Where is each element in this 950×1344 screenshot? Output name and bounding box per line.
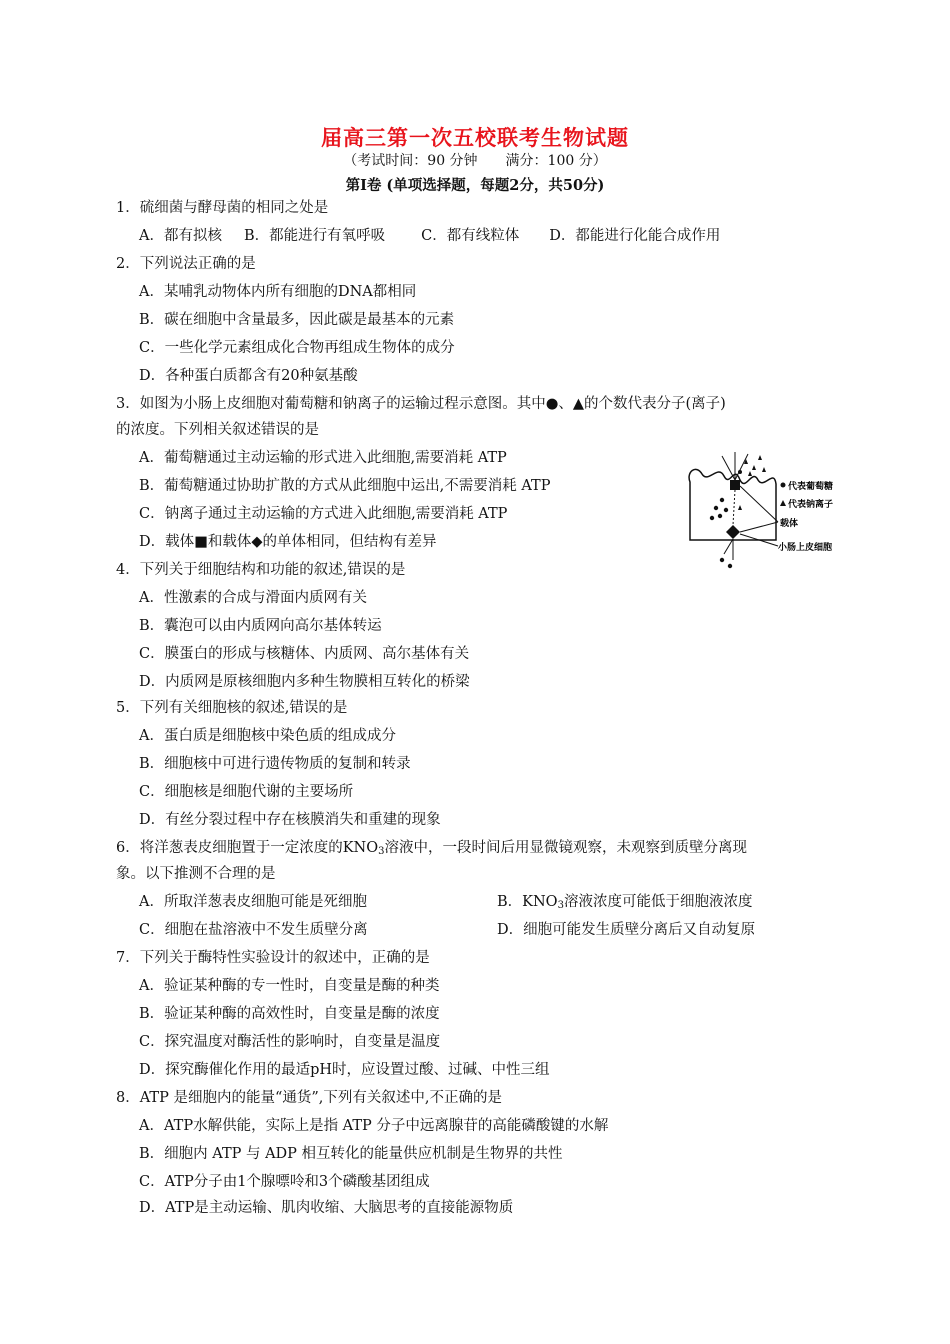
question-2-stem: 2．下列说法正确的是	[116, 256, 256, 272]
q6-stem-a: 6．将洋葱表皮细胞置于一定浓度的KNO	[116, 840, 379, 856]
sodium-triangle	[748, 471, 752, 476]
section-heading: 第Ⅰ卷 (单项选择题，每题2分，共50分)	[345, 177, 605, 194]
q2-option-d: D．各种蛋白质都含有20种氨基酸	[139, 368, 358, 384]
q5-option-a: A．蛋白质是细胞核中染色质的组成成分	[139, 728, 396, 744]
question-4-stem: 4．下列关于细胞结构和功能的叙述,错误的是	[116, 562, 406, 578]
q8-option-c: C．ATP分子由1个腺嘌呤和3个磷酸基团组成	[139, 1174, 430, 1190]
q8-option-b: B．细胞内 ATP 与 ADP 相互转化的能量供应机制是生物界的共性	[139, 1146, 563, 1162]
cell-label: 小肠上皮细胞	[778, 543, 833, 553]
question-6-stem	[116, 838, 747, 862]
q6-option-b	[497, 892, 752, 916]
glucose-dot	[720, 558, 724, 562]
question-1-options	[139, 226, 720, 246]
q8-option-d: D．ATP是主动运输、肌肉收缩、大脑思考的直接能源物质	[139, 1200, 514, 1216]
q5-option-b: B．细胞核中可进行遗传物质的复制和转录	[139, 756, 411, 772]
q6-option-b-text: 溶液浓度可能低于细胞液浓度	[563, 894, 753, 910]
q2-option-c: C．一些化学元素组成化合物再组成生物体的成分	[139, 340, 455, 356]
question-1-stem: 1．硫细菌与酵母菌的相同之处是	[116, 200, 329, 216]
exam-time: （考试时间：90 分钟	[343, 153, 478, 169]
q6-option-c: C．细胞在盐溶液中不发生质壁分离	[139, 922, 368, 938]
question-8-stem: 8．ATP 是细胞内的能量“通货”,下列有关叙述中,不正确的是	[116, 1090, 502, 1106]
sodium-triangle	[758, 455, 762, 460]
glucose-dot	[720, 498, 724, 502]
glucose-dot	[728, 564, 732, 568]
glucose-dot	[738, 470, 742, 474]
carrier-label: 载体	[780, 519, 799, 529]
question-6-stem-cont: 象。以下推测不合理的是	[116, 866, 276, 882]
q3-option-c: C．钠离子通过主动运输的方式进入此细胞,需要消耗 ATP	[139, 506, 508, 522]
glucose-dot	[710, 516, 714, 520]
question-3-stem: 3．如图为小肠上皮细胞对葡萄糖和钠离子的运输过程示意图。其中●、▲的个数代表分子(离子)	[116, 396, 726, 412]
glucose-dot	[714, 506, 718, 510]
q2-option-b: B．碳在细胞中含量最多，因此碳是最基本的元素	[139, 312, 455, 328]
sodium-triangle	[738, 505, 742, 510]
carrier-square-icon	[730, 480, 740, 490]
question-5-stem: 5．下列有关细胞核的叙述,错误的是	[116, 700, 348, 716]
q1-option-a: A．都有拟核	[139, 228, 222, 244]
q4-option-d: D．内质网是原核细胞内多种生物膜相互转化的桥梁	[139, 674, 470, 690]
q7-option-d: D．探究酶催化作用的最适pH时，应设置过酸、过碱、中性三组	[139, 1062, 550, 1078]
q6-stem-b: 溶液中，一段时间后用显微镜观察，未观察到质壁分离现	[384, 840, 748, 856]
q5-option-c: C．细胞核是细胞代谢的主要场所	[139, 784, 354, 800]
q1-option-b: B．都能进行有氧呼吸	[243, 228, 386, 244]
q7-option-a: A．验证某种酶的专一性时，自变量是酶的种类	[139, 978, 440, 994]
full-score: 满分：100 分）	[505, 153, 607, 169]
q6-option-b-prefix: B．KNO	[497, 894, 558, 910]
sodium-triangle	[752, 465, 756, 470]
q7-option-b: B．验证某种酶的高效性时，自变量是酶的浓度	[139, 1006, 440, 1022]
q4-option-a: A．性激素的合成与滑面内质网有关	[139, 590, 367, 606]
q8-option-a: A．ATP水解供能，实际上是指 ATP 分子中远离腺苷的高能磷酸键的水解	[139, 1118, 609, 1134]
q6-option-b-subscript: 3	[557, 900, 564, 911]
q5-option-d: D．有丝分裂过程中存在核膜消失和重建的现象	[139, 812, 441, 828]
question-3-stem-cont: 的浓度。下列相关叙述错误的是	[116, 422, 319, 438]
q7-option-c: C．探究温度对酶活性的影响时，自变量是温度	[139, 1034, 441, 1050]
q4-option-c: C．膜蛋白的形成与核糖体、内质网、高尔基体有关	[139, 646, 470, 662]
intestinal-cell-diagram	[682, 442, 850, 574]
glucose-dot	[718, 514, 722, 518]
q3-option-b: B．葡萄糖通过协助扩散的方式从此细胞中运出,不需要消耗 ATP	[139, 478, 551, 494]
exam-title: 届高三第一次五校联考生物试题	[321, 126, 629, 150]
q3-option-d: D．载体■和载体◆的单体相同，但结构有差异	[139, 534, 437, 550]
legend-sodium-triangle	[780, 500, 786, 506]
q6-subscript: 3	[378, 846, 385, 857]
q2-option-a: A．某哺乳动物体内所有细胞的DNA都相同	[139, 284, 417, 300]
q3-option-a: A．葡萄糖通过主动运输的形式进入此细胞,需要消耗 ATP	[139, 450, 507, 466]
question-7-stem: 7．下列关于酶特性实验设计的叙述中，正确的是	[116, 950, 430, 966]
carrier-diamond-icon	[726, 525, 740, 539]
legend-glucose-dot	[781, 483, 786, 488]
q4-option-b: B．囊泡可以由内质网向高尔基体转运	[139, 618, 382, 634]
q6-option-a: A．所取洋葱表皮细胞可能是死细胞	[139, 894, 367, 910]
exam-info	[0, 150, 950, 170]
q6-option-d: D．细胞可能发生质壁分离后又自动复原	[497, 922, 756, 938]
glucose-dot	[724, 508, 728, 512]
q1-option-d: D．都能进行化能合成作用	[549, 228, 721, 244]
q1-option-c: C．都有线粒体	[421, 228, 520, 244]
legend-sodium-label: 代表钠离子	[788, 500, 834, 510]
legend-glucose-label: 代表葡萄糖	[788, 482, 834, 492]
sodium-triangle	[762, 467, 766, 472]
